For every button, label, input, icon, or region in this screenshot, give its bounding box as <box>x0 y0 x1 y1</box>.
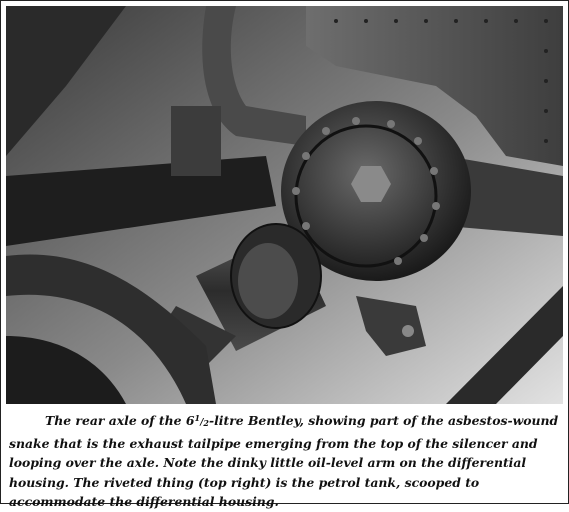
caption-part-1: The rear axle of the 6 <box>45 413 195 428</box>
fraction-numerator: 1 <box>194 413 201 423</box>
fraction-slash: / <box>200 418 204 428</box>
photo-caption <box>9 409 561 512</box>
fraction-denominator: 2 <box>203 418 209 428</box>
tailpipe-clamp <box>171 106 221 176</box>
caption-part-2: -litre Bentley, showing part of the asbestos-wound snake that is the exhaust tailpipe emerging from the top of the silencer and looping over the axle. Note the dinky little oil-level arm on the differential housing. The riveted thing (top right) is the petrol tank, scooped to accommodate the differential housing. <box>9 413 559 509</box>
rear-axle-photograph <box>6 6 563 404</box>
fraction-one-half <box>194 413 209 428</box>
